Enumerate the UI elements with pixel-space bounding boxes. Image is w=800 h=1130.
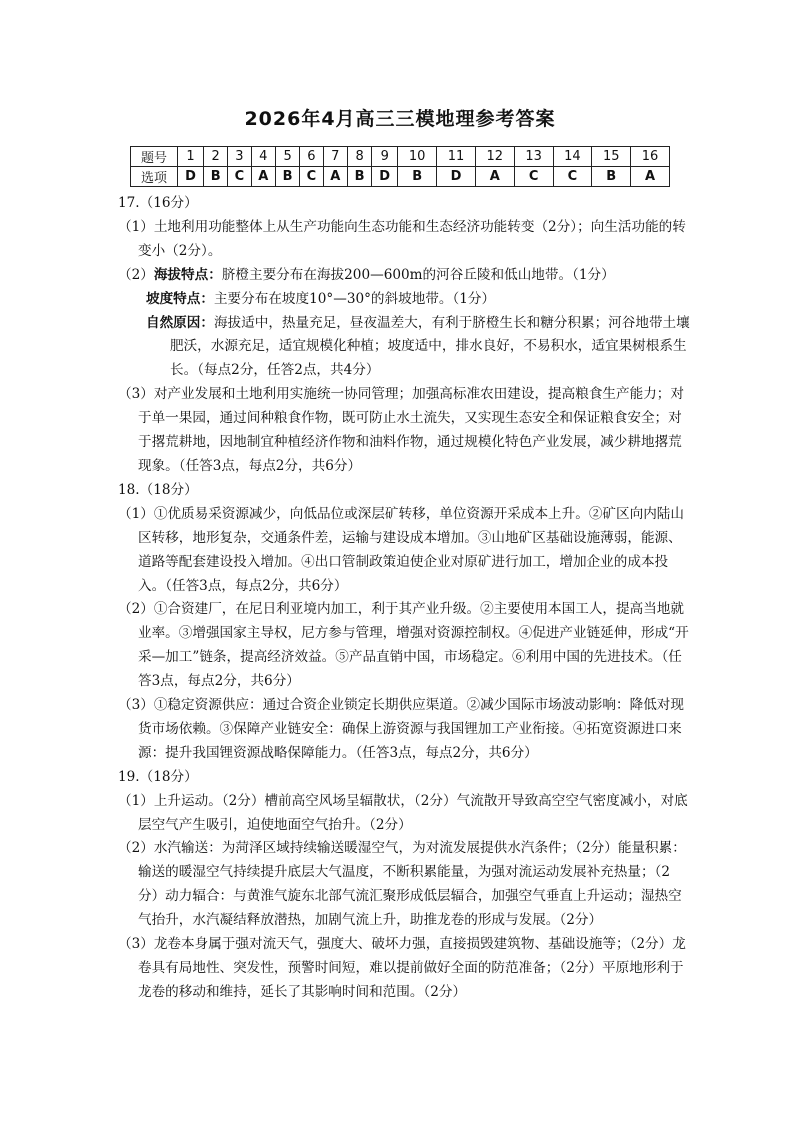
answer-choice: B xyxy=(276,167,300,187)
question-number: 9 xyxy=(372,147,398,167)
answer-choice: B xyxy=(398,167,437,187)
question-number: 7 xyxy=(323,147,347,167)
row-label-numbers: 题号 xyxy=(131,147,178,167)
q17-part1: （1）土地利用功能整体上从生产功能向生态功能和生态经济功能转变（2分）；向生活功能的转变小（2分）。 xyxy=(118,218,686,259)
answer-choice: B xyxy=(348,167,372,187)
answer-choice: D xyxy=(437,167,476,187)
answer-choice: D xyxy=(372,167,398,187)
question-number-row xyxy=(131,147,670,167)
altitude-label: 海拔特点： xyxy=(153,266,222,283)
slope-text: 主要分布在坡度10°—30°的斜坡地带。（1分） xyxy=(213,290,496,307)
altitude-text: 脐橙主要分布在海拔200—600m的河谷丘陵和低山地带。（1分） xyxy=(221,266,615,283)
q17-part2-number: （2） xyxy=(118,266,154,283)
q18-part3: （3）①稳定资源供应：通过合资企业锁定长期供应渠道。②减少国际市场波动影响：降低对现货市场依赖。③保障产业链安全：确保上游资源与我国锂加工产业衔接。④拓宽资源进口来源：提升我国锂资源战略保障能力。（任答3点，每点2分，共6分） xyxy=(118,697,684,761)
question-number: 15 xyxy=(592,147,631,167)
q19-part2: （2）水汽输送：为菏泽区域持续输送暖湿空气，为对流发展提供水汽条件；（2分）能量积累：输送的暖湿空气持续提升底层大气温度，不断积累能量，为强对流运动发展补充热量；（2分）动力辐合：与黄淮气旋东北部气流汇聚形成低层辐合，加强空气垂直上升运动；湿热空气抬升，水汽凝结释放潜热，加剧气流上升，助推龙卷的形成与发展。（2分） xyxy=(118,840,686,929)
natural-reason-label: 自然原因： xyxy=(146,314,214,331)
question-number: 11 xyxy=(437,147,476,167)
question-number: 1 xyxy=(178,147,204,167)
answer-content xyxy=(118,192,690,1005)
question-number: 8 xyxy=(348,147,372,167)
q17-part2-slope xyxy=(118,288,690,312)
q17-part3: （3）对产业发展和土地利用实施统一协同管理；加强高标准农田建设，提高粮食生产能力；对于单一果园，通过间种粮食作物，既可防止水土流失，又实现生态安全和保证粮食安全；对于撂荒耕地，因地制宜种植经济作物和油料作物，通过规模化特色产业发展，减少耕地撂荒现象。（任答3点，每点2分，共6分） xyxy=(118,386,684,474)
answer-choice: C xyxy=(300,167,323,187)
question-number: 10 xyxy=(398,147,437,167)
q17-part2 xyxy=(118,264,690,288)
question-number: 12 xyxy=(475,147,514,167)
question-number: 4 xyxy=(251,147,275,167)
natural-reason-text: 海拔适中，热量充足，昼夜温差大，有利于脐橙生长和糖分积累；河谷地带土壤肥沃，水源充足，适宜规模化种植；坡度适中，排水良好，不易积水，适宜果树根系生长。（每点2分，任答2点，共4分） xyxy=(170,314,690,379)
row-label-choices: 选项 xyxy=(131,167,178,187)
question-number: 13 xyxy=(514,147,553,167)
question-17-heading: 17.（16分） xyxy=(118,195,198,211)
answer-choice: B xyxy=(592,167,631,187)
answer-choice: A xyxy=(323,167,347,187)
slope-label: 坡度特点： xyxy=(146,290,214,307)
page-title: 2026年4月高三三模地理参考答案 xyxy=(244,108,556,130)
q19-part1: （1）上升运动。（2分）槽前高空风场呈辐散状，（2分）气流散开导致高空空气密度减小，对底层空气产生吸引，迫使地面空气抬升。（2分） xyxy=(118,792,688,833)
answer-choice: C xyxy=(514,167,553,187)
question-number: 6 xyxy=(300,147,323,167)
q19-part3: （3）龙卷本身属于强对流天气，强度大、破坏力强，直接损毁建筑物、基础设施等；（2分）龙卷具有局地性、突发性，预警时间短，难以提前做好全面的防范准备；（2分）平原地形利于龙卷的移动和维持，延长了其影响时间和范围。（2分） xyxy=(118,936,686,1000)
answer-choice-row xyxy=(131,167,670,187)
answer-choice: C xyxy=(553,167,592,187)
question-number: 2 xyxy=(204,147,228,167)
question-number: 14 xyxy=(553,147,592,167)
answer-choice: D xyxy=(178,167,204,187)
question-number: 3 xyxy=(228,147,251,167)
answer-choice: B xyxy=(204,167,228,187)
answer-table xyxy=(130,146,670,187)
question-number: 5 xyxy=(276,147,300,167)
question-19-heading: 19.（18分） xyxy=(118,768,198,785)
q18-part2: （2）①合资建厂，在尼日利亚境内加工，利于其产业升级。②主要使用本国工人，提高当地就业率。③增强国家主导权，尼方参与管理，增强对资源控制权。④促进产业链延伸，形成“开采—加工”链条，提高经济效益。⑤产品直销中国，市场稳定。⑥利用中国的先进技术。（任答3点，每点2分，共6分） xyxy=(118,601,689,690)
answer-choice: C xyxy=(228,167,251,187)
answer-choice: A xyxy=(251,167,275,187)
q18-part1: （1）①优质易采资源减少，向低品位或深层矿转移，单位资源开采成本上升。②矿区向内陆山区转移，地形复杂，交通条件差，运输与建设成本增加。③山地矿区基础设施薄弱，能源、道路等配套建设投入增加。④出口管制政策迫使企业对原矿进行加工，增加企业的成本投入。（任答3点，每点2分，共6分） xyxy=(118,505,684,594)
question-18-heading: 18.（18分） xyxy=(118,481,198,498)
question-number: 16 xyxy=(631,147,670,167)
q17-part2-natural xyxy=(118,312,690,384)
answer-choice: A xyxy=(631,167,670,187)
answer-choice: A xyxy=(475,167,514,187)
